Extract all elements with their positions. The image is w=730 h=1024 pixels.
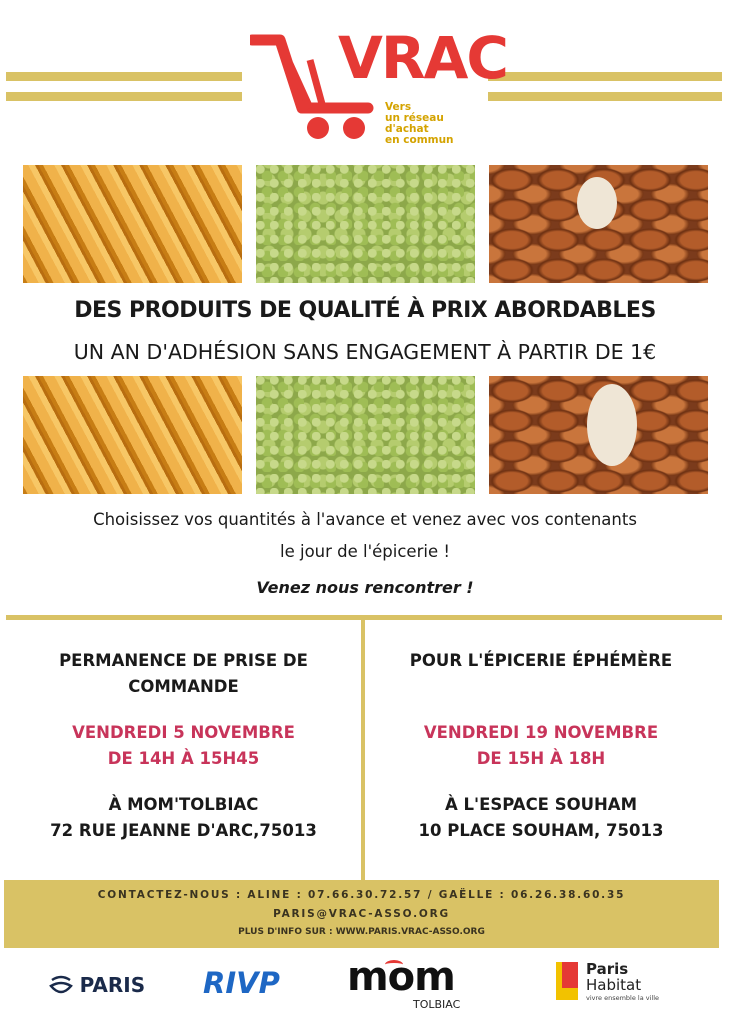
contact-phones: CONTACTEZ-NOUS : ALINE : 07.66.30.72.57 / GAËLLE : 06.26.38.60.35 bbox=[97, 889, 626, 901]
left-title-line-2: COMMANDE bbox=[128, 677, 239, 696]
left-date-line-2: DE 14H À 15H45 bbox=[107, 749, 260, 768]
header-bar-left-top bbox=[6, 72, 242, 81]
mom-logo-main: mom bbox=[347, 954, 455, 1000]
right-place-line-1: À L'ESPACE SOUHAM bbox=[444, 795, 637, 814]
right-date-line-1: VENDREDI 19 NOVEMBRE bbox=[423, 723, 659, 742]
left-column bbox=[6, 648, 361, 844]
header-bar-left-bottom bbox=[6, 92, 242, 101]
headline: DES PRODUITS DE QUALITÉ À PRIX ABORDABLES bbox=[74, 298, 656, 323]
paris-ship-icon bbox=[48, 972, 74, 998]
left-date-line-1: VENDREDI 5 NOVEMBRE bbox=[72, 723, 295, 742]
paris-logo bbox=[48, 972, 145, 998]
paris-habitat-tagline: vivre ensemble la ville bbox=[586, 994, 660, 1002]
pasta-photo-top bbox=[23, 165, 242, 283]
left-place-line-1: À MOM'TOLBIAC bbox=[108, 795, 259, 814]
call-to-action: Venez nous rencontrer ! bbox=[256, 578, 474, 597]
contact-band bbox=[4, 880, 719, 948]
almonds-photo-top bbox=[489, 165, 708, 283]
intro-line-2: le jour de l'épicerie ! bbox=[280, 542, 450, 561]
paris-logo-text: PARIS bbox=[79, 973, 146, 997]
pasta-photo-bottom bbox=[23, 376, 242, 494]
paris-habitat-line-2: Habitat bbox=[586, 976, 642, 994]
left-title-line-1: PERMANENCE DE PRISE DE bbox=[59, 651, 308, 670]
subheadline: UN AN D'ADHÉSION SANS ENGAGEMENT À PARTIR DE 1€ bbox=[73, 340, 657, 364]
right-title: POUR L'ÉPICERIE ÉPHÉMÈRE bbox=[409, 651, 673, 670]
header-bar-right-bottom bbox=[488, 92, 722, 101]
peeled-almond bbox=[587, 384, 637, 466]
split-peas-photo-top bbox=[256, 165, 475, 283]
right-place-line-2: 10 PLACE SOUHAM, 75013 bbox=[418, 821, 664, 840]
peeled-almond bbox=[577, 177, 617, 229]
intro-line-1: Choisissez vos quantités à l'avance et venez avec vos contenants bbox=[93, 510, 637, 529]
mom-logo-accent bbox=[385, 960, 403, 969]
right-column bbox=[365, 648, 717, 844]
mom-tolbiac-logo bbox=[347, 954, 467, 1011]
vrac-logo bbox=[250, 24, 508, 146]
contact-website[interactable]: PLUS D'INFO SUR : WWW.PARIS.VRAC-ASSO.ORG bbox=[238, 927, 485, 937]
logo-tagline: Vers un réseau d'achat en commun bbox=[385, 101, 454, 146]
almonds-photo-bottom bbox=[489, 376, 708, 494]
rivp-logo: RIVP bbox=[203, 966, 280, 1000]
mom-logo-sub: TOLBIAC bbox=[413, 998, 461, 1011]
paris-habitat-emblem bbox=[556, 962, 578, 1000]
split-peas-photo-bottom bbox=[256, 376, 475, 494]
logo-title: VRAC bbox=[338, 24, 508, 92]
right-date-line-2: DE 15H À 18H bbox=[476, 749, 606, 768]
left-place-line-2: 72 RUE JEANNE D'ARC,75013 bbox=[50, 821, 317, 840]
header-bar-right-top bbox=[488, 72, 722, 81]
paris-habitat-line-1: Paris bbox=[586, 960, 629, 978]
contact-email[interactable]: PARIS@VRAC-ASSO.ORG bbox=[273, 908, 450, 920]
